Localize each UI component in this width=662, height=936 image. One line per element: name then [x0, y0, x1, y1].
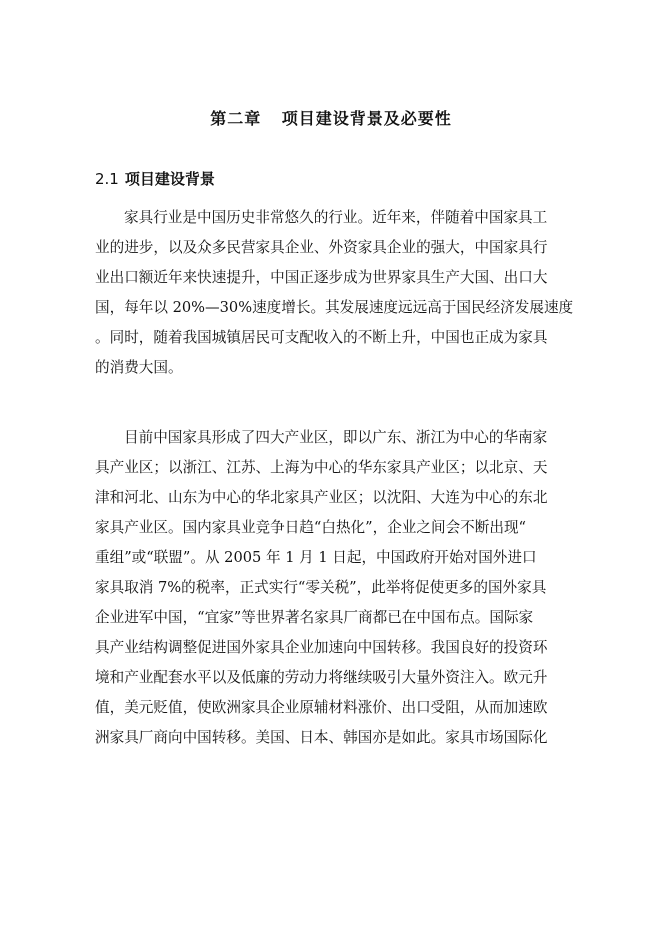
paragraph-line: 目前中国家具形成了四大产业区，即以广东、浙江为中心的华南家	[124, 429, 548, 446]
paragraph-line: 值，美元贬值，使欧洲家具企业原辅材料涨价、出口受阻，从而加速欧	[95, 699, 548, 716]
paragraph-line: 家具取消 7%的税率，正式实行“零关税”，此举将促使更多的国外家具	[95, 579, 547, 596]
paragraph-line: 业出口额近年来快速提升，中国正逐步成为世界家具生产大国、出口大	[95, 269, 548, 286]
paragraph-line: 业的进步，以及众多民营家具企业、外资家具企业的强大，中国家具行	[95, 239, 548, 256]
paragraph-industry-history	[95, 203, 585, 383]
paragraph-line: 国，每年以 20%—30%速度增长。其发展速度远远高于国民经济发展速度	[95, 299, 574, 316]
paragraph-line: 重组”或“联盟”。从 2005 年 1 月 1 日起，中国政府开始对国外进口	[95, 549, 537, 566]
paragraph-line: 洲家具厂商向中国转移。美国、日本、韩国亦是如此。家具市场国际化	[95, 729, 548, 746]
paragraph-line: 企业进军中国，“宜家”等世界著名家具厂商都已在中国布点。国际家	[95, 609, 534, 626]
paragraph-industry-regions	[95, 423, 585, 753]
chapter-title: 第二章 项目建设背景及必要性	[210, 109, 452, 128]
paragraph-line: 。同时，随着我国城镇居民可支配收入的不断上升，中国也正成为家具	[95, 329, 548, 346]
paragraph-line: 家具产业区。国内家具业竞争日趋“白热化”，企业之间会不断出现“	[95, 519, 527, 536]
section-title: 项目建设背景	[124, 170, 215, 188]
paragraph-line: 津和河北、山东为中心的华北家具产业区；以沈阳、大连为中心的东北	[95, 489, 548, 506]
section-number: 2.1	[95, 170, 119, 188]
paragraph-line: 家具行业是中国历史非常悠久的行业。近年来，伴随着中国家具工	[124, 209, 548, 226]
section-heading	[95, 168, 215, 189]
paragraph-line: 具产业区；以浙江、江苏、上海为中心的华东家具产业区；以北京、天	[95, 459, 548, 476]
paragraph-line: 境和产业配套水平以及低廉的劳动力将继续吸引大量外资注入。欧元升	[95, 669, 548, 686]
paragraph-line: 的消费大国。	[95, 359, 183, 376]
paragraph-line: 具产业结构调整促进国外家具企业加速向中国转移。我国良好的投资环	[95, 639, 548, 656]
